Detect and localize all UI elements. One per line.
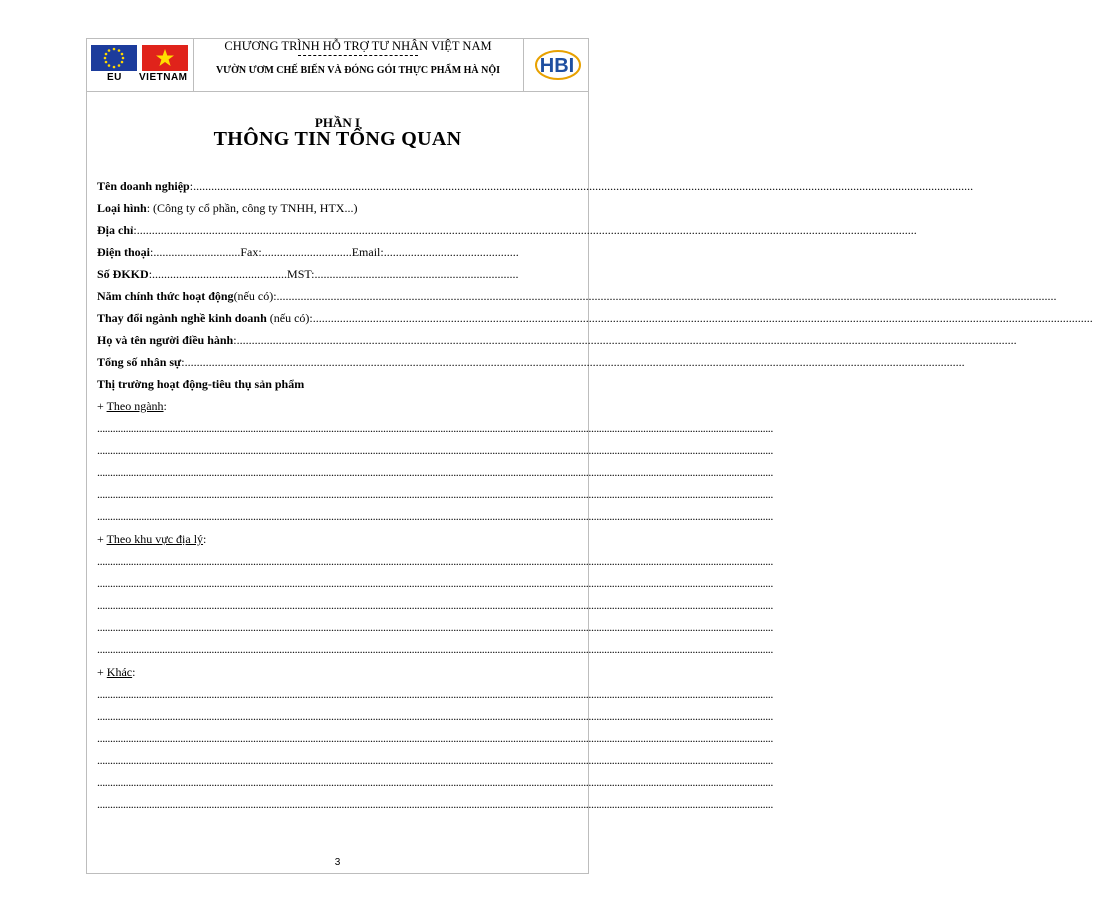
blank-line[interactable]: .................................................................................................................................................................................................................................................................... bbox=[97, 753, 774, 767]
blank-line[interactable]: .................................................................................................................................................................................................................................................................... bbox=[97, 421, 774, 435]
region-label: Theo khu vực địa lý bbox=[106, 532, 204, 546]
address-row: Địa chỉ:.................................................................................................................................................................................................................................................................... bbox=[97, 223, 917, 237]
eu-label: EU bbox=[107, 72, 122, 83]
start-year-label: Năm chính thức hoạt động bbox=[97, 289, 234, 303]
registration-row: Số ĐKKD:.............................................MST:.................................................................... bbox=[97, 267, 519, 281]
program-title-box bbox=[193, 39, 524, 91]
hbi-logo bbox=[524, 39, 588, 91]
blank-line[interactable]: .................................................................................................................................................................................................................................................................... bbox=[97, 509, 774, 523]
flags-box bbox=[87, 39, 194, 91]
vietnam-flag-icon bbox=[142, 45, 188, 71]
type-hint: : (Công ty cổ phần, công ty TNHH, HTX...) bbox=[146, 201, 358, 215]
company-name-label: Tên doanh nghiệp bbox=[97, 179, 190, 193]
fax-label: Fax: bbox=[240, 245, 262, 259]
blank-line[interactable]: .................................................................................................................................................................................................................................................................... bbox=[97, 443, 774, 457]
form-page bbox=[86, 38, 1093, 874]
reg-label: Số ĐKKD bbox=[97, 267, 149, 281]
type-row bbox=[97, 200, 541, 216]
page-title: THÔNG TIN TỔNG QUAN bbox=[213, 128, 462, 150]
eu-flag-icon bbox=[91, 45, 137, 71]
blank-line[interactable]: .................................................................................................................................................................................................................................................................... bbox=[97, 576, 774, 590]
blank-line[interactable]: .................................................................................................................................................................................................................................................................... bbox=[97, 775, 774, 789]
industry-label: Theo ngành bbox=[106, 399, 164, 413]
region-heading: + Theo khu vực địa lý: bbox=[97, 532, 207, 546]
change-label: Thay đổi ngành nghề kinh doanh bbox=[97, 311, 267, 325]
contact-row: Điện thoại:.............................Fax:..............................Email:............................................. bbox=[97, 245, 519, 259]
page-number: 3 bbox=[334, 857, 341, 868]
email-label: Email: bbox=[351, 245, 384, 259]
director-label: Họ và tên người điều hành bbox=[97, 333, 234, 347]
director-row: Họ và tên người điều hành:.................................................................................................................................................................................................................................................................... bbox=[97, 333, 1017, 347]
company-name-row: Tên doanh nghiệp:.................................................................................................................................................................................................................................................................... bbox=[97, 179, 974, 193]
blank-line[interactable]: .................................................................................................................................................................................................................................................................... bbox=[97, 598, 774, 612]
type-label: Loại hình bbox=[97, 201, 147, 215]
divider bbox=[298, 55, 418, 56]
incubator-title: VƯỜN ƯƠM CHẾ BIẾN VÀ ĐÓNG GÓI THỰC PHẨM HÀ NỘI bbox=[215, 65, 501, 76]
other-label: Khác bbox=[106, 665, 133, 679]
blank-line[interactable]: .................................................................................................................................................................................................................................................................... bbox=[97, 797, 774, 811]
start-year-hint: (nếu có): bbox=[233, 289, 277, 303]
start-year-row: Năm chính thức hoạt động(nếu có):.................................................................................................................................................................................................................................................................... bbox=[97, 289, 1057, 303]
other-heading: + Khác: bbox=[97, 665, 136, 679]
vietnam-label: VIETNAM bbox=[139, 72, 188, 83]
change-row: Thay đổi ngành nghề kinh doanh (nếu có):.................................................................................................................................................................................................................................................................... bbox=[97, 311, 1093, 325]
part-label: PHẦN I bbox=[314, 115, 361, 130]
page-header bbox=[87, 39, 588, 92]
staff-row: Tổng số nhân sự:.................................................................................................................................................................................................................................................................... bbox=[97, 355, 965, 369]
blank-line[interactable]: .................................................................................................................................................................................................................................................................... bbox=[97, 487, 774, 501]
blank-line[interactable]: .................................................................................................................................................................................................................................................................... bbox=[97, 687, 774, 701]
hbi-logo-text: HBI bbox=[539, 55, 575, 77]
staff-label: Tổng số nhân sự bbox=[97, 355, 182, 369]
blank-line[interactable]: .................................................................................................................................................................................................................................................................... bbox=[97, 554, 774, 568]
industry-heading: + Theo ngành: bbox=[97, 399, 167, 413]
tax-label: MST: bbox=[287, 267, 315, 281]
market-row bbox=[97, 376, 541, 392]
phone-label: Điện thoại bbox=[97, 245, 151, 259]
blank-line[interactable]: .................................................................................................................................................................................................................................................................... bbox=[97, 465, 774, 479]
blank-line[interactable]: .................................................................................................................................................................................................................................................................... bbox=[97, 709, 774, 723]
change-hint: (nếu có): bbox=[266, 311, 313, 325]
blank-line[interactable]: .................................................................................................................................................................................................................................................................... bbox=[97, 642, 774, 656]
program-title: CHƯƠNG TRÌNH HỖ TRỢ TƯ NHÂN VIỆT NAM bbox=[224, 39, 492, 53]
market-label: Thị trường hoạt động-tiêu thụ sản phẩm bbox=[97, 377, 305, 391]
blank-line[interactable]: .................................................................................................................................................................................................................................................................... bbox=[97, 620, 774, 634]
blank-line[interactable]: .................................................................................................................................................................................................................................................................... bbox=[97, 731, 774, 745]
address-label: Địa chỉ bbox=[97, 223, 134, 237]
